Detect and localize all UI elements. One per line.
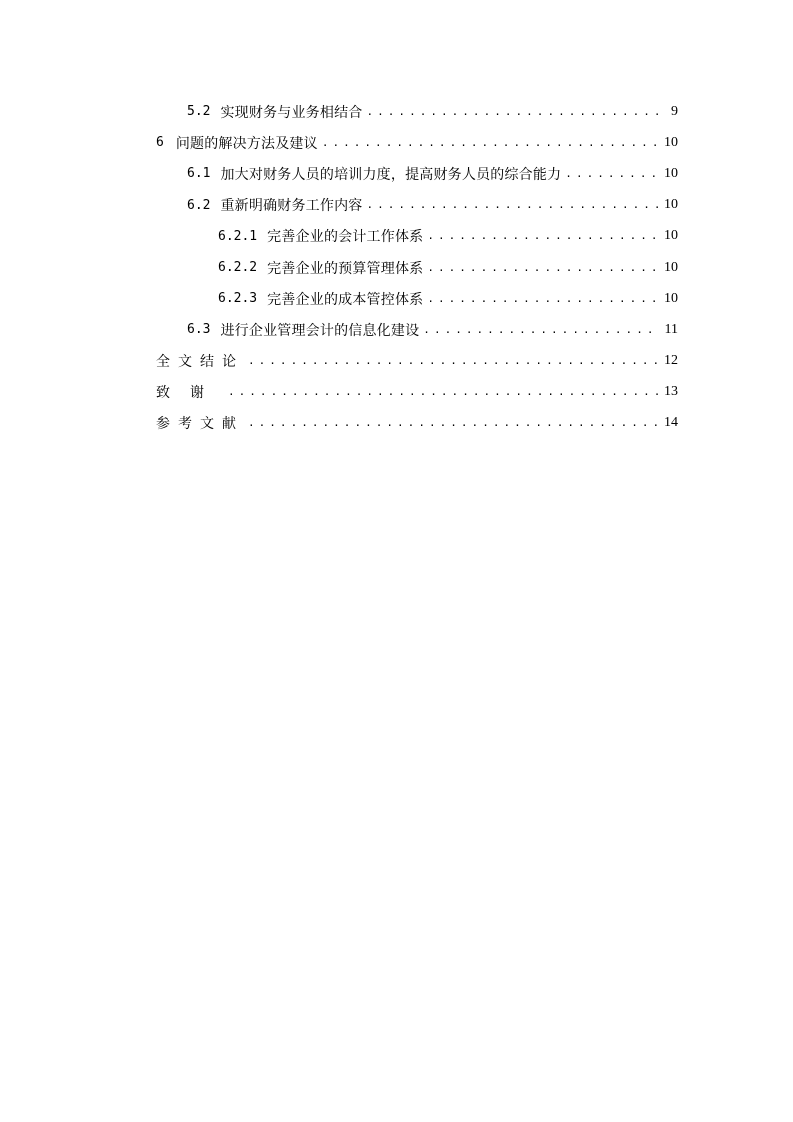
toc-entry-page: 12 xyxy=(664,353,678,369)
toc-entry-page: 9 xyxy=(671,103,678,119)
dot-leader xyxy=(427,229,658,243)
toc-entry-title: 完善企业的成本管控体系 xyxy=(267,291,424,308)
dot-leader xyxy=(423,323,658,337)
toc-entry-page: 10 xyxy=(664,259,678,275)
toc-entry-references[interactable] xyxy=(156,408,678,439)
dot-leader xyxy=(366,198,658,212)
dot-leader xyxy=(427,261,658,275)
dot-leader xyxy=(366,105,664,119)
toc-entry-number: 6 xyxy=(156,135,164,151)
toc-entry-conclusion[interactable] xyxy=(156,346,678,377)
dot-leader xyxy=(228,385,658,399)
dot-leader xyxy=(565,167,658,181)
toc-entry[interactable] xyxy=(156,314,678,345)
toc-entry[interactable] xyxy=(156,158,678,189)
toc-entry-title: 全文结论 xyxy=(156,354,244,371)
toc-entry-title: 实现财务与业务相结合 xyxy=(220,104,363,121)
dot-leader xyxy=(322,136,658,150)
toc-entry-number: 6.2.3 xyxy=(218,291,258,307)
toc-entry-number: 6.3 xyxy=(187,322,211,338)
table-of-contents xyxy=(156,96,678,439)
toc-entry[interactable] xyxy=(156,96,678,127)
toc-entry[interactable] xyxy=(156,252,678,283)
toc-entry-title: 参考文献 xyxy=(156,416,244,433)
toc-entry-number: 6.2.2 xyxy=(218,260,258,276)
dot-leader xyxy=(248,354,658,368)
toc-entry-page: 10 xyxy=(664,165,678,181)
toc-entry-title: 完善企业的预算管理体系 xyxy=(267,260,424,277)
toc-entry-page: 10 xyxy=(664,197,678,213)
toc-entry-number: 6.2.1 xyxy=(218,228,258,244)
toc-entry-number: 5.2 xyxy=(187,104,211,120)
toc-entry-title: 完善企业的会计工作体系 xyxy=(267,229,424,246)
toc-entry-number: 6.1 xyxy=(187,166,211,182)
toc-entry-title: 问题的解决方法及建议 xyxy=(175,135,318,152)
toc-entry-page: 14 xyxy=(664,415,678,431)
toc-entry[interactable] xyxy=(156,127,678,158)
toc-entry-title: 进行企业管理会计的信息化建设 xyxy=(220,322,420,339)
toc-entry-title: 加大对财务人员的培训力度，提高财务人员的综合能力 xyxy=(220,166,562,183)
toc-entry-number: 6.2 xyxy=(187,197,211,213)
dot-leader xyxy=(427,292,658,306)
toc-entry-page: 10 xyxy=(664,228,678,244)
toc-entry-acknowledgements[interactable] xyxy=(156,377,678,408)
dot-leader xyxy=(248,416,658,430)
toc-entry[interactable] xyxy=(156,221,678,252)
toc-entry-title: 致谢 xyxy=(156,385,224,402)
toc-entry-page: 10 xyxy=(664,134,678,150)
toc-entry-page: 11 xyxy=(664,321,678,337)
toc-entry[interactable] xyxy=(156,190,678,221)
toc-entry-page: 10 xyxy=(664,290,678,306)
toc-entry-page: 13 xyxy=(664,384,678,400)
toc-entry-title: 重新明确财务工作内容 xyxy=(220,198,363,215)
toc-entry[interactable] xyxy=(156,283,678,314)
